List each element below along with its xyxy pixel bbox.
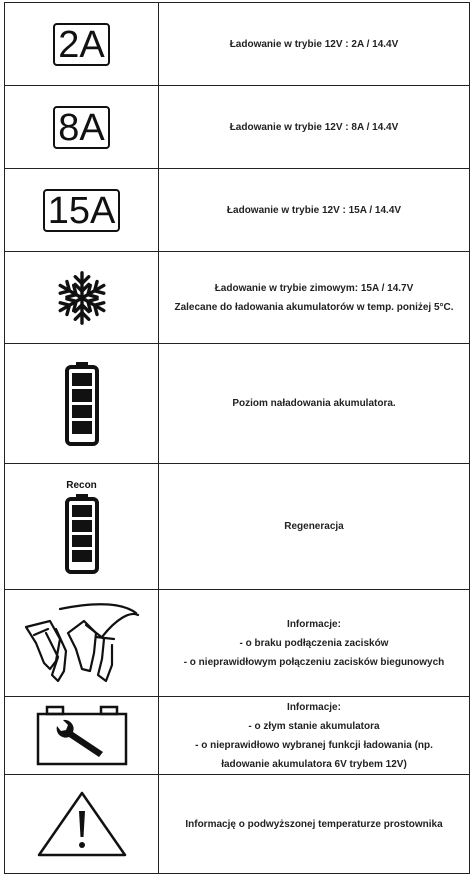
table-row [5,775,470,874]
description-line: Informację o podwyższonej temperaturze prostownika [185,818,443,830]
icon-cell [5,697,159,774]
legend-table [4,2,470,874]
table-row [5,590,470,697]
description-line: Poziom naładowania akumulatora. [232,398,396,409]
icon-cell [5,464,159,589]
description-line: Ładowanie w trybie 12V : 15A / 14.4V [226,204,402,216]
description-line: - o nieprawidłowym połączeniu zacisków biegunowych [183,656,445,668]
icon-cell [5,775,159,873]
table-row [5,252,470,344]
description-line: Regeneracja [284,521,344,532]
description-cell [159,775,470,873]
description-cell [159,464,470,589]
battery-level-icon [65,362,99,446]
icon-cell [5,86,159,168]
table-row [5,3,470,86]
description-line: - o nieprawidłowo wybranej funkcji ładowania (np. [195,739,433,751]
icon-cell [5,344,159,463]
warning-triangle-icon [35,789,129,859]
amp-8a-icon: 8A [53,106,109,149]
table-row [5,697,470,775]
description-cell [159,590,470,696]
description-line: ładowanie akumulatora 6V trybem 12V) [221,758,407,770]
description-cell [159,252,470,343]
amp-15a-icon: 15A [43,189,121,232]
table-row [5,344,470,464]
amp-2a-icon: 2A [53,23,109,66]
description-line: Ładowanie w trybie zimowym: 15A / 14.7V [214,282,414,294]
description-line: Informacje: [287,618,341,630]
description-cell [159,3,470,85]
table-row [5,169,470,252]
description-line: Informacje: [287,701,341,713]
description-cell [159,169,470,251]
icon-cell [5,252,159,343]
table-row [5,464,470,590]
table-row [5,86,470,169]
description-line: Ładowanie w trybie 12V : 2A / 14.4V [229,38,399,50]
battery-wrench-icon [35,704,129,768]
clamps-icon [20,599,144,687]
description-line: - o braku podłączenia zacisków [239,637,389,649]
description-line: - o złym stanie akumulatora [248,720,380,732]
icon-cell [5,590,159,696]
recon-label: Recon [66,479,97,491]
snowflake-icon [53,269,111,327]
description-cell [159,344,470,463]
description-line: Ładowanie w trybie 12V : 8A / 14.4V [229,121,399,133]
icon-cell [5,169,159,251]
description-line: Zalecane do ładowania akumulatorów w temp. poniżej 5°C. [174,301,454,313]
description-cell [159,86,470,168]
description-cell [159,697,470,774]
recon-battery-icon [65,494,99,574]
icon-cell [5,3,159,85]
